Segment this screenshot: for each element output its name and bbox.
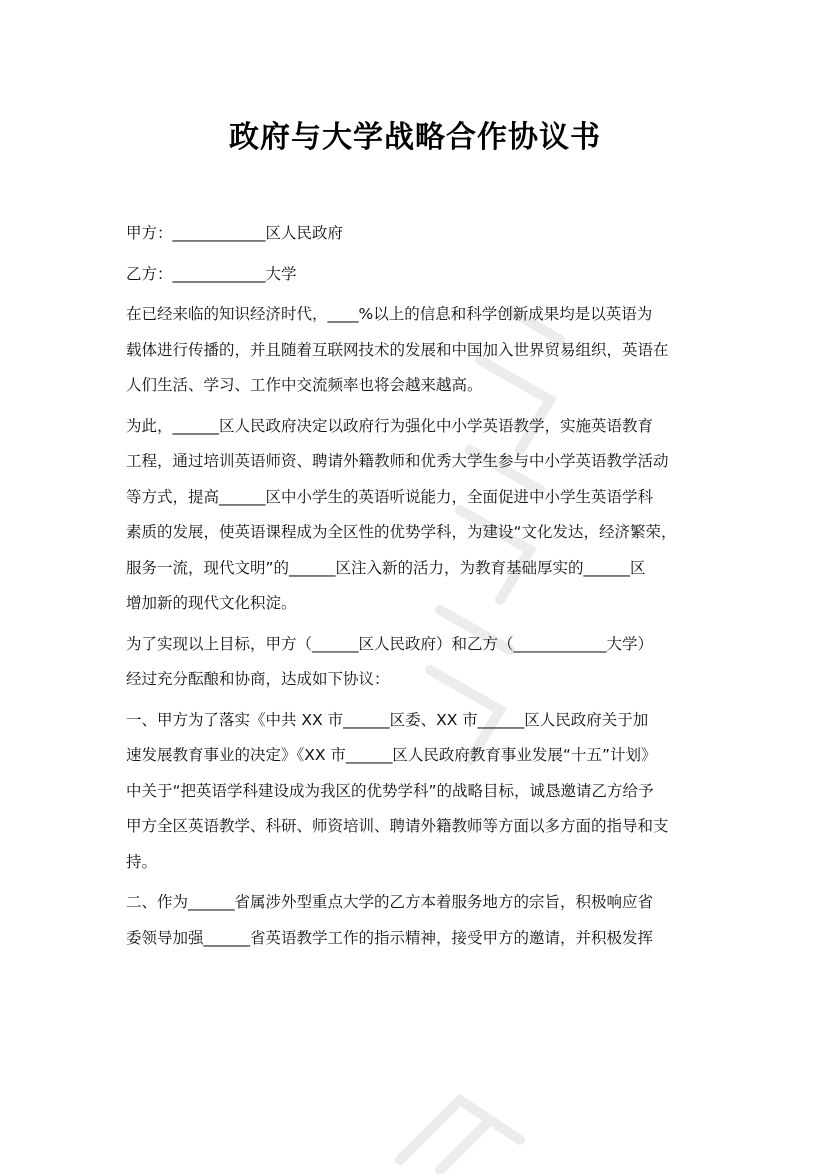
paragraph-line: 载体进行传播的，并且随着互联网技术的发展和中国加入世界贸易组织，英语在 <box>126 340 669 359</box>
paragraph-2 <box>126 409 710 622</box>
paragraph-line: 经过充分酝酿和协商，达成如下协议： <box>126 670 390 688</box>
paragraph-line: 速发展教育事业的决定》《XX 市______区人民政府教育事业发展“十五”计划》 <box>126 746 657 764</box>
paragraph-4 <box>126 703 710 881</box>
party-a-line: 甲方：____________区人民政府 <box>126 224 344 242</box>
paragraph-line: 为了实现以上目标，甲方（______区人民政府）和乙方（____________大学） <box>126 634 654 653</box>
paragraph-line: 一、甲方为了落实《中共 XX 市______区委、XX 市______区人民政府关于加 <box>126 710 649 729</box>
paragraph-line: 素质的发展，使英语课程成为全区性的优势学科，为建设“文化发达，经济繁荣， <box>126 523 677 541</box>
paragraph-1 <box>126 297 710 404</box>
watermark-bottom-icon <box>380 1060 540 1174</box>
paragraph-3 <box>126 627 710 698</box>
paragraph-line: 委领导加强______省英语教学工作的指示精神，接受甲方的邀请，并积极发挥 <box>126 928 654 947</box>
paragraph-line: 工程，通过培训英语师资、聘请外籍教师和优秀大学生参与中小学英语教学活动 <box>126 452 669 470</box>
paragraph-line: 服务一流，现代文明”的______区注入新的活力，为教育基础厚实的______区 <box>126 558 646 577</box>
document-title: 政府与大学战略合作协议书 <box>229 120 601 155</box>
paragraph-5 <box>126 885 710 956</box>
paragraph-line: 在已经来临的知识经济时代，____%以上的信息和科学创新成果均是以英语为 <box>126 305 653 323</box>
paragraph-line: 为此，______区人民政府决定以政府行为强化中小学英语教学，实施英语教育 <box>126 416 654 435</box>
paragraph-line: 甲方全区英语教学、科研、师资培训、聘请外籍教师等方面以多方面的指导和支 <box>126 817 669 835</box>
paragraph-line: 增加新的现代文化积淀。 <box>126 594 297 612</box>
party-b-line: 乙方：____________大学 <box>126 264 297 283</box>
paragraph-line: 等方式，提高______区中小学生的英语听说能力，全面促进中小学生英语学科 <box>126 487 654 506</box>
paragraph-line: 中关于“把英语学科建设成为我区的优势学科”的战略目标，诚恳邀请乙方给予 <box>126 781 654 800</box>
paragraph-line: 二、作为______省属涉外型重点大学的乙方本着服务地方的宗旨，积极响应省 <box>126 893 654 911</box>
document-body <box>126 216 710 956</box>
paragraph-line: 人们生活、学习、工作中交流频率也将会越来越高。 <box>126 376 483 394</box>
paragraph-line: 持。 <box>126 852 158 871</box>
